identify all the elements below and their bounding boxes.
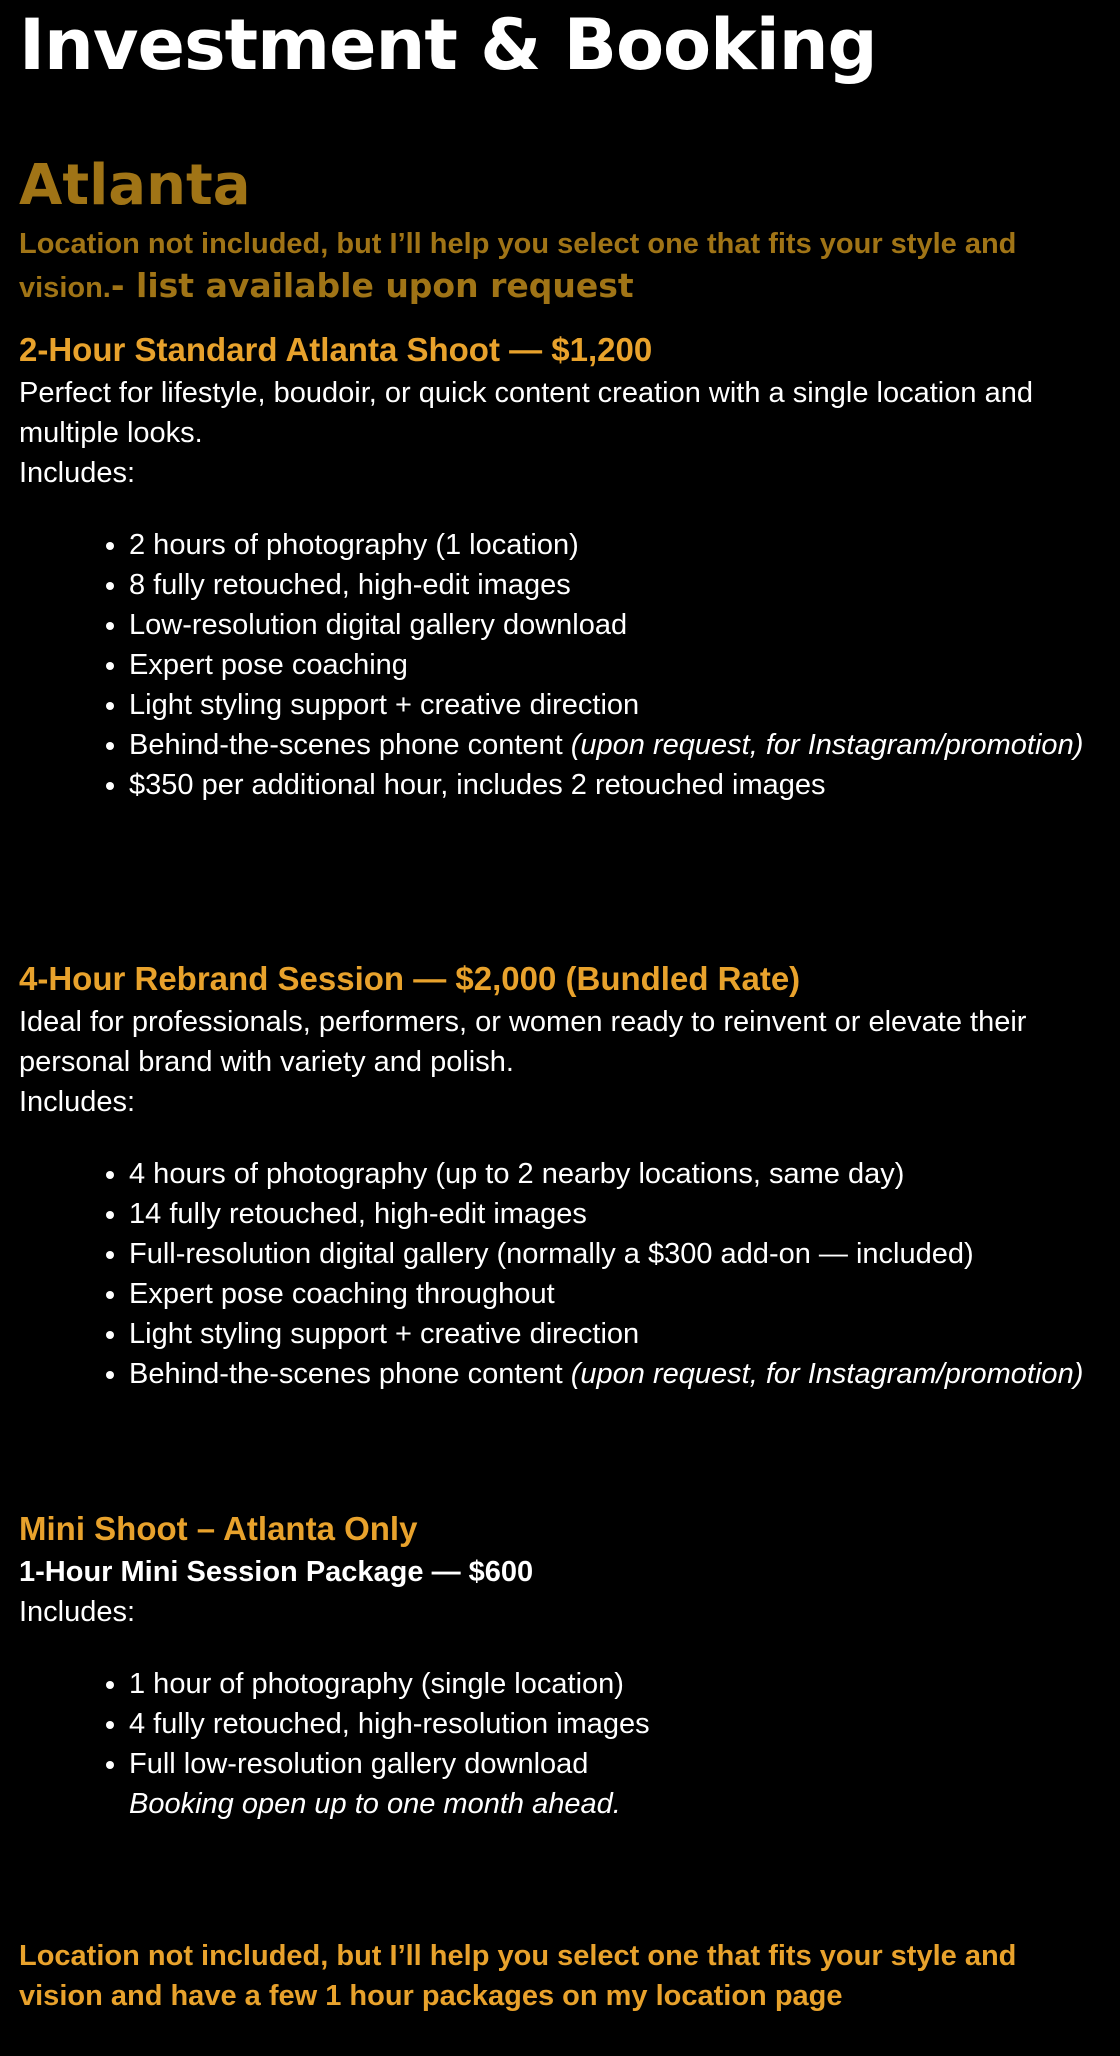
list-item: Full low-resolution gallery download Booking open up to one month ahead.: [129, 1744, 1109, 1824]
mini-includes-label: Includes:: [19, 1596, 136, 1628]
booking-window-note: Booking open up to one month ahead.: [129, 1788, 621, 1820]
standard-package-description: Perfect for lifestyle, boudoir, or quick content creation with a single location and multiple looks.: [19, 377, 1033, 449]
list-item: 1 hour of photography (single location): [129, 1664, 1109, 1704]
city-note-text: Location not included, but I’ll help you select one that fits your style and vision.: [19, 228, 1017, 304]
list-item: $350 per additional hour, includes 2 retouched images: [129, 765, 1109, 805]
closing-location-note: Location not included, but I’ll help you select one that fits your style and vision and have a few 1 hour packages on my location page: [19, 1940, 1017, 2012]
city-location-note: [19, 224, 1104, 309]
list-item: 8 fully retouched, high-edit images: [129, 565, 1109, 605]
list-item: 2 hours of photography (1 location): [129, 525, 1109, 565]
standard-includes-label: Includes:: [19, 457, 136, 489]
list-item: Expert pose coaching: [129, 645, 1109, 685]
list-item-note: (upon request, for Instagram/promotion): [570, 1358, 1084, 1390]
list-request-note: - list available upon request: [110, 266, 634, 305]
standard-package-title: 2-Hour Standard Atlanta Shoot — $1,200: [19, 331, 653, 368]
list-item: Expert pose coaching throughout: [129, 1274, 1109, 1314]
list-item: Behind-the-scenes phone content (upon request, for Instagram/promotion): [129, 1354, 1109, 1394]
list-item: 4 hours of photography (up to 2 nearby locations, same day): [129, 1154, 1109, 1194]
list-item: Behind-the-scenes phone content (upon request, for Instagram/promotion): [129, 725, 1109, 765]
city-title: Atlanta: [19, 153, 251, 218]
rebrand-includes-label: Includes:: [19, 1086, 136, 1118]
rebrand-package-description: Ideal for professionals, performers, or women ready to reinvent or elevate their personal brand with variety and polish.: [19, 1006, 1027, 1078]
page-title: Investment & Booking: [19, 4, 877, 86]
mini-package-title: Mini Shoot – Atlanta Only: [19, 1510, 418, 1547]
standard-includes-list: [129, 525, 1109, 805]
list-item: Full-resolution digital gallery (normally a $300 add-on — included): [129, 1234, 1109, 1274]
mini-package-subtitle: 1-Hour Mini Session Package — $600: [19, 1556, 534, 1588]
list-item-note: (upon request, for Instagram/promotion): [570, 729, 1084, 761]
list-item: 14 fully retouched, high-edit images: [129, 1194, 1109, 1234]
list-item: 4 fully retouched, high-resolution images: [129, 1704, 1109, 1744]
list-item: Light styling support + creative direction: [129, 685, 1109, 725]
mini-includes-list: [129, 1664, 1109, 1824]
list-item: Light styling support + creative direction: [129, 1314, 1109, 1354]
rebrand-package-title: 4-Hour Rebrand Session — $2,000 (Bundled Rate): [19, 960, 801, 997]
rebrand-includes-list: [129, 1154, 1109, 1394]
list-item: Low-resolution digital gallery download: [129, 605, 1109, 645]
